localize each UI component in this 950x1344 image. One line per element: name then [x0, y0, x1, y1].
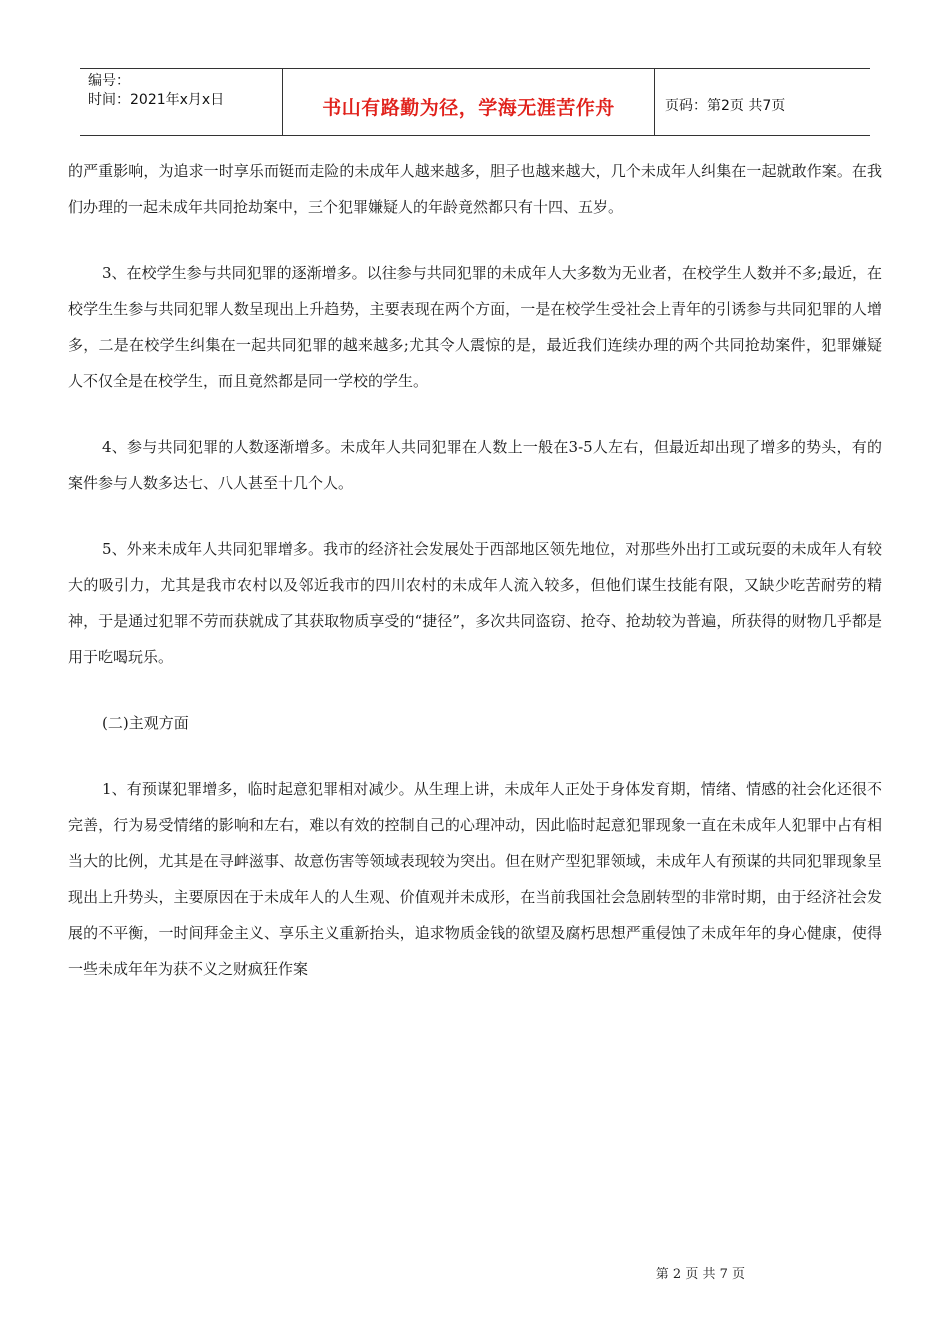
- header-page-info: 页码：第2页 共7页: [665, 98, 786, 114]
- header-motto: 书山有路勤为径，学海无涯苦作舟: [322, 96, 615, 119]
- header-page-cell: [655, 69, 870, 135]
- body-paragraph: 4、参与共同犯罪的人数逐渐增多。未成年人共同犯罪在人数上一般在3-5人左右，但最近却出现了增多的势头，有的案件参与人数多达七、八人甚至十几个人。: [68, 438, 882, 492]
- section-heading: (二)主观方面: [102, 714, 189, 732]
- header-motto-cell: [283, 69, 655, 135]
- body-paragraph: 3、在校学生参与共同犯罪的逐渐增多。以往参与共同犯罪的未成年人大多数为无业者，在校学生人数并不多;最近，在校学生生参与共同犯罪人数呈现出上升趋势，主要表现在两个方面，一是在校学生受社会上青年的引诱参与共同犯罪的人增多，二是在校学生纠集在一起共同犯罪的越来越多;尤其令人震惊的是，最近我们连续办理的两个共同抢劫案件，犯罪嫌疑人不仅全是在校学生，而且竟然都是同一学校的学生。: [68, 264, 882, 390]
- document-date: 时间：2021年x月x日: [88, 92, 225, 108]
- header-meta: [80, 69, 283, 135]
- document-header: [80, 68, 870, 136]
- document-number-label: 编号：: [88, 73, 130, 89]
- page-footer: [0, 1263, 950, 1282]
- body-paragraph: 5、外来未成年人共同犯罪增多。我市的经济社会发展处于西部地区领先地位，对那些外出打工或玩耍的未成年人有较大的吸引力，尤其是我市农村以及邻近我市的四川农村的未成年人流入较多，但他们谋生技能有限，又缺少吃苦耐劳的精神，于是通过犯罪不劳而获就成了其获取物质享受的“捷径”，多次共同盗窃、抢夺、抢劫较为普遍，所获得的财物几乎都是用于吃喝玩乐。: [68, 540, 882, 666]
- body-paragraph: 的严重影响，为追求一时享乐而铤而走险的未成年人越来越多，胆子也越来越大，几个未成年人纠集在一起就敢作案。在我们办理的一起未成年共同抢劫案中，三个犯罪嫌疑人的年龄竟然都只有十四、五岁。: [68, 162, 882, 216]
- body-paragraph: 1、有预谋犯罪增多，临时起意犯罪相对减少。从生理上讲，未成年人正处于身体发育期，情绪、情感的社会化还很不完善，行为易受情绪的影响和左右，难以有效的控制自己的心理冲动，因此临时起意犯罪现象一直在未成年人犯罪中占有相当大的比例，尤其是在寻衅滋事、故意伤害等领域表现较为突出。但在财产型犯罪领域，未成年人有预谋的共同犯罪现象呈现出上升势头，主要原因在于未成年人的人生观、价值观并未成形，在当前我国社会急剧转型的非常时期，由于经济社会发展的不平衡，一时间拜金主义、享乐主义重新抬头，追求物质金钱的欲望及腐朽思想严重侵蚀了未成年年的身心健康，使得一些未成年年为获不义之财疯狂作案: [68, 780, 882, 978]
- document-body: [68, 153, 882, 1017]
- footer-page-number: 第 2 页 共 7 页: [655, 1267, 745, 1282]
